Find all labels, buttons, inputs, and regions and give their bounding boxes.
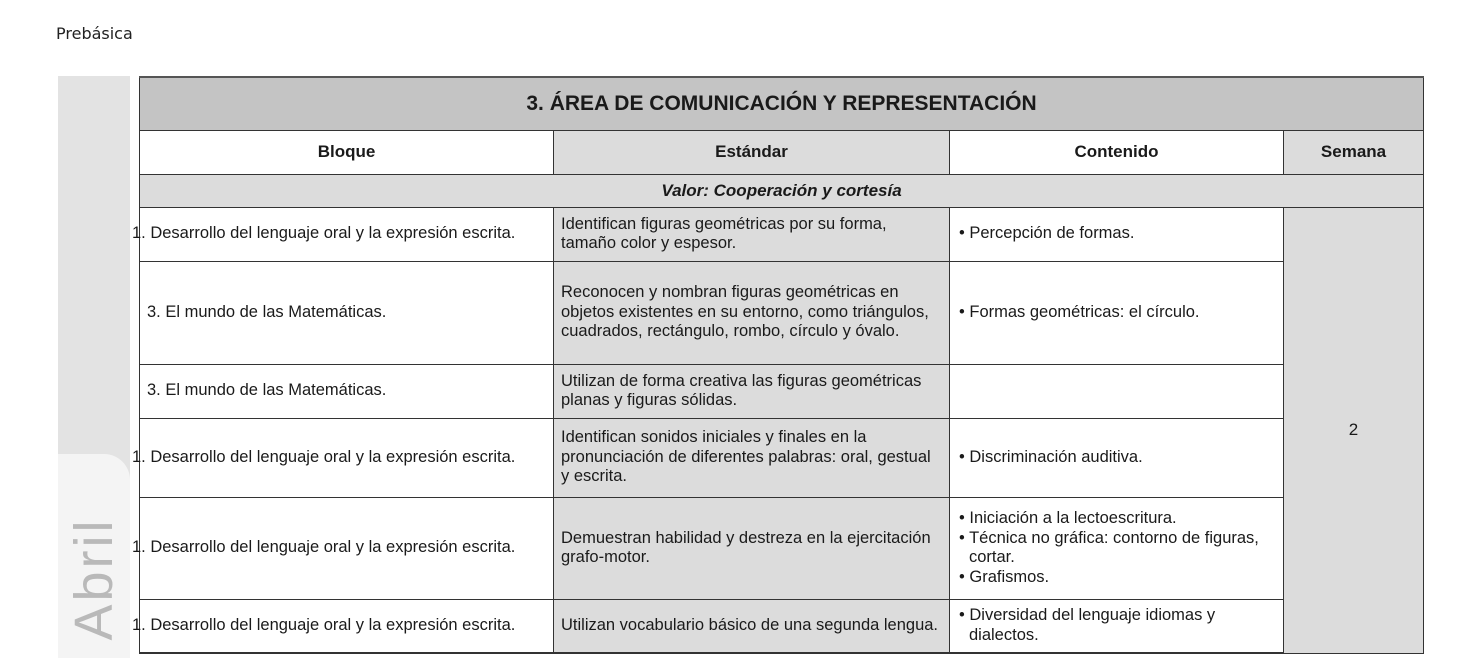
value-row: Valor: Cooperación y cortesía	[140, 174, 1424, 207]
contenido-cell	[950, 261, 1284, 364]
estandar-cell: Identifican figuras geométricas por su forma, tamaño color y espesor.	[554, 207, 950, 261]
column-header-semana: Semana	[1284, 130, 1424, 174]
contenido-item: • Iniciación a la lectoescritura.	[959, 509, 1177, 527]
contenido-item: • Grafismos.	[959, 567, 1050, 586]
contenido-cell	[950, 497, 1284, 599]
estandar-cell: Utilizan de forma creativa las figuras geométricas planas y figuras sólidas.	[554, 364, 950, 418]
column-header-estandar: Estándar	[554, 130, 950, 174]
column-header-bloque: Bloque	[140, 130, 554, 174]
section-label: Prebásica	[56, 24, 133, 43]
bloque-cell: 1. Desarrollo del lenguaje oral y la expresión escrita.	[140, 497, 554, 599]
table-row	[140, 599, 1424, 653]
table-title: 3. ÁREA DE COMUNICACIÓN Y REPRESENTACIÓN	[140, 77, 1424, 130]
table-row	[140, 418, 1424, 497]
contenido-item: • Formas geométricas: el círculo.	[959, 302, 1200, 321]
curriculum-table	[132, 76, 1424, 654]
contenido-item: • Discriminación auditiva.	[959, 447, 1143, 466]
bloque-cell: 3. El mundo de las Matemáticas.	[140, 261, 554, 364]
month-label: Abril	[64, 517, 124, 641]
contenido-item: • Técnica no gráfica: contorno de figuras, cortar.	[959, 528, 1259, 566]
table-row	[140, 207, 1424, 261]
estandar-cell: Identifican sonidos iniciales y finales en la pronunciación de diferentes palabras: oral, gestual y escrita.	[554, 418, 950, 497]
estandar-cell: Utilizan vocabulario básico de una segunda lengua.	[554, 599, 950, 653]
contenido-cell	[950, 364, 1284, 418]
bloque-cell: 1. Desarrollo del lenguaje oral y la expresión escrita.	[140, 599, 554, 653]
contenido-item: • Percepción de formas.	[959, 224, 1135, 243]
contenido-cell	[950, 599, 1284, 653]
contenido-item: • Diversidad del lenguaje idiomas y dialectos.	[959, 606, 1216, 644]
column-header-contenido: Contenido	[950, 130, 1284, 174]
table-row	[140, 497, 1424, 599]
bloque-cell: 1. Desarrollo del lenguaje oral y la expresión escrita.	[140, 418, 554, 497]
estandar-cell: Reconocen y nombran figuras geométricas en objetos existentes en su entorno, como triángulos, cuadrados, rectángulo, rombo, círculo y óvalo.	[554, 261, 950, 364]
bloque-cell: 3. El mundo de las Matemáticas.	[140, 364, 554, 418]
table-row	[140, 364, 1424, 418]
bloque-cell: 1. Desarrollo del lenguaje oral y la expresión escrita.	[140, 207, 554, 261]
table-row	[140, 261, 1424, 364]
contenido-cell	[950, 418, 1284, 497]
contenido-cell	[950, 207, 1284, 261]
semana-cell: 2	[1284, 207, 1424, 653]
estandar-cell: Demuestran habilidad y destreza en la ejercitación grafo-motor.	[554, 497, 950, 599]
